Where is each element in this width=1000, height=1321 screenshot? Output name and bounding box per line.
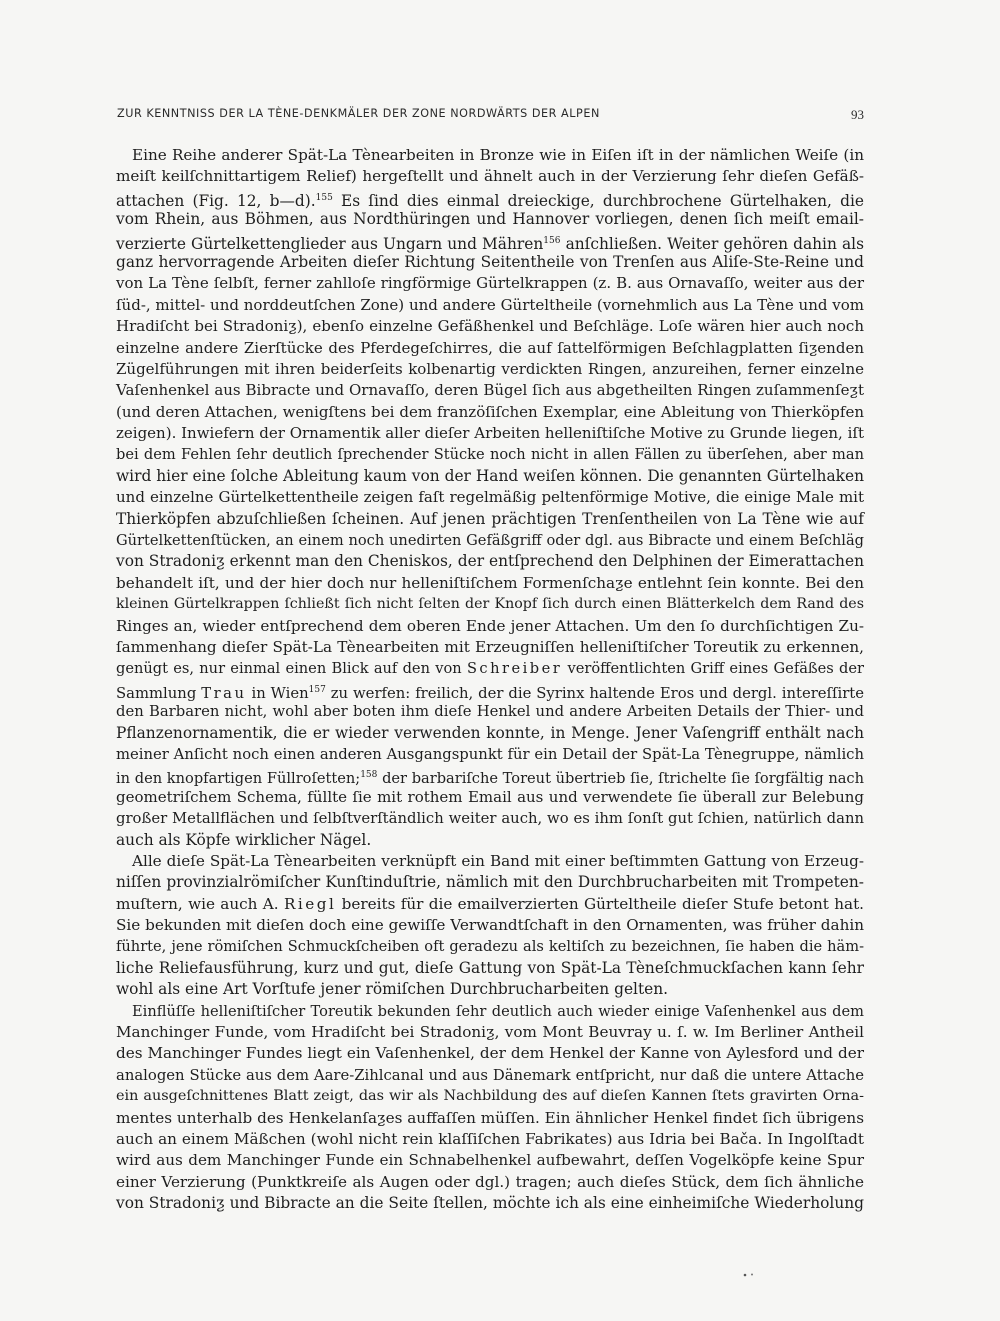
page-number: 93	[851, 107, 864, 122]
text-line: einzelne andere Zierſtücke des Pferdegeſchirres, die auf ſattelförmigen Beſchlagplatten ſiƺenden	[116, 338, 864, 357]
text-line: wohl als eine Art Vorſtufe jener römiſchen Durchbrucharbeiten gelten.	[116, 980, 669, 999]
text-run: der barbariſche Toreut übertrieb ſie, ſtrichelte ſie ſorgfältig nach	[382, 770, 865, 788]
text-line: Eine Reihe anderer Spät-La Tènearbeiten in Bronze wie in Eiſen iſt in der nämlichen Weiſe (in	[132, 146, 864, 164]
running-head	[117, 107, 864, 125]
text-line: niſſen provinzialrömiſcher Kunſtinduſtrie, nämlich mit den Durchbrucharbeiten mit Trompeten-	[116, 873, 864, 892]
text-line: den Barbaren nicht, wohl aber boten ihm dieſe Henkel und andere Arbeiten Details der Thier- und	[116, 703, 864, 721]
footnote-ref-155: 155	[315, 192, 333, 203]
text-line: wird aus dem Manchinger Funde ein Schnabelhenkel aufbewahrt, deſſen Vogelköpfe keine Spur	[116, 1151, 864, 1170]
text-line: Manchinger Funde, vom Hradiſcht bei Stradoniƺ, vom Mont Beuvray u. ſ. w. Im Berliner Antheil	[116, 1023, 864, 1042]
text-line: ſüd-, mittel- und norddeutſchen Zone) und andere Gürteltheile (vornehmlich aus La Tène und vom	[116, 295, 864, 314]
text-line: auch als Köpfe wirklicher Nägel.	[116, 830, 372, 849]
text-line: Pflanzenornamentik, die er wieder verwenden konnte, in Menge. Jener Vaſengriff enthält nach	[116, 723, 864, 742]
text-line: behandelt iſt, und der hier doch nur helleniſtiſchem Formenſchaƺe entlehnt ſein konnte. Bei den	[116, 573, 864, 592]
text-run: veröffentlichten Griff eines Gefäßes der	[567, 660, 865, 678]
running-head-title: ZUR KENNTNISS DER LA TÈNE-DENKMÄLER DER ZONE NORDWÄRTS DER ALPEN	[117, 107, 600, 120]
text-line: des Manchinger Fundes liegt ein Vaſenhenkel, der dem Henkel der Kanne von Aylesford und der	[116, 1044, 864, 1063]
text-line: (und deren Attachen, wenigſtens bei dem franzöſiſchen Exemplar, eine Ableitung von Thierköpfen	[116, 402, 864, 421]
text-line	[116, 765, 864, 786]
text-line: Alle dieſe Spät-La Tènearbeiten verknüpft ein Band mit einer beſtimmten Gattung von Erzeug-	[132, 851, 864, 870]
text-line: von La Tène ſelbſt, ferner zahlloſe ringförmige Gürtelkrappen (z. B. aus Ornavaſſo, weiter aus der	[116, 274, 864, 293]
text-line: meiner Anſicht noch einen anderen Ausgangspunkt für ein Detail der Spät-La Tènegruppe, nämlich	[116, 745, 864, 763]
text-run: bereits für die emailverzierten Gürteltheile dieſer Stufe betont hat.	[341, 894, 865, 913]
text-line: Hradiſcht bei Stradoniƺ), ebenſo einzelne Gefäßhenkel und Beſchläge. Loſe wären hier auch noch	[116, 317, 864, 336]
text-line: analogen Stücke aus dem Aare-Zihlcanal und aus Dänemark entſpricht, nur daß die untere Attache	[116, 1066, 864, 1084]
text-line: liche Reliefausführung, kurz und gut, dieſe Gattung von Spät-La Tèneſchmuckſachen kann ſehr	[116, 958, 864, 977]
text-line: Gürtelkettenſtücken, an einem noch unedirten Gefäßgriff oder dgl. aus Bibracte und einem Beſchläg	[116, 532, 864, 550]
text-run: Es ſind dies einmal dreieckige, durchbrochene Gürtelhaken, die	[341, 191, 864, 210]
text-line	[116, 894, 864, 915]
text-line	[116, 658, 864, 679]
author-name-trau: Trau	[201, 684, 247, 702]
text-line: führte, jene römiſchen Schmuckſcheiben oft geradezu als keltiſch zu bezeichnen, ſie haben die häm-	[116, 938, 864, 956]
text-line: ganz hervorragende Arbeiten dieſer Richtung Seitentheile von Trenſen aus Aliſe-Ste-Reine und	[116, 252, 864, 271]
text-line: ein ausgeſchnittenes Blatt zeigt, das wir als Nachbildung des auf dieſen Kannen ſtets gravirten Orna-	[116, 1088, 864, 1105]
text-line: mentes unterhalb des Henkelanſaƺes auffaſſen müſſen. Ein ähnlicher Henkel findet ſich übrigens	[116, 1108, 864, 1127]
text-run: in Wien	[251, 684, 309, 702]
text-line: bei dem Fehlen ſehr deutlich ſprechender Stücke noch nicht in allen Fällen zu überſehen, aber man	[116, 446, 864, 464]
text-line: von Stradoniƺ und Bibracte an die Seite ſtellen, möchte ich als eine einheimiſche Wiederholung	[116, 1194, 864, 1213]
footnote-ref-156: 156	[543, 235, 561, 246]
text-line: Zügelführungen mit ihren beiderſeits kolbenartig verdickten Ringen, anzureihen, ferner einzelne	[116, 359, 864, 378]
text-line: zeigen). Inwiefern der Ornamentik aller dieſer Arbeiten helleniſtiſche Motive zu Grunde liegen, iſt	[116, 424, 864, 443]
text-line: und einzelne Gürtelkettentheile zeigen faſt regelmäßig peltenförmige Motive, die einige Male mit	[116, 488, 864, 507]
text-run: Sammlung	[116, 684, 197, 702]
text-line: ſammenhang dieſer Spät-La Tènearbeiten mit Erzeugniſſen helleniſtiſcher Toreutik zu erkennen,	[116, 637, 864, 656]
print-specks	[742, 1272, 756, 1278]
text-line: einer Verzierung (Punktkreiſe als Augen oder dgl.) tragen; auch dieſes Stück, dem ſich ähnliche	[116, 1172, 864, 1191]
text-line: kleinen Gürtelkrappen ſchließt ſich nicht ſelten der Knopf ſich durch einen Blätterkelch dem Rand des	[116, 596, 864, 613]
author-name-schreiber: Schreiber	[466, 660, 563, 678]
footnote-ref-158: 158	[360, 770, 378, 781]
text-line: Einflüſſe helleniſtiſcher Toreutik bekunden ſehr deutlich auch wieder einige Vaſenhenkel aus dem	[132, 1002, 864, 1020]
text-line: meiſt keilſchnittartigem Relief) hergeſtellt und ähnelt auch in der Verzierung ſehr dieſen Gefäß-	[116, 167, 864, 186]
text-run: genügt es, nur einmal einen Blick auf den von	[116, 660, 462, 678]
text-line	[116, 231, 864, 252]
footnote-ref-157: 157	[308, 684, 326, 695]
text-line: vom Rhein, aus Böhmen, aus Nordthüringen und Hannover vorliegen, denen ſich meiſt email-	[116, 210, 864, 229]
author-name-riegl: Riegl	[283, 894, 337, 913]
text-line: von Stradoniƺ erkennt man den Cheniskos, der entſprechend den Delphinen der Eimerattachen	[116, 552, 864, 571]
text-run: muſtern, wie auch A.	[116, 894, 279, 913]
body-text	[116, 145, 864, 1215]
text-run: anſchließen. Weiter gehören dahin als	[565, 234, 864, 253]
text-line	[116, 188, 864, 209]
text-run: verzierte Gürtelkettenglieder aus Ungarn und Mähren	[116, 234, 544, 253]
text-line: Thierköpfen abzuſchließen ſcheinen. Auf jenen prächtigen Trenſentheilen von La Tène wie auf	[116, 509, 864, 528]
text-line	[116, 680, 864, 701]
text-run: in den knopfartigen Füllroſetten;	[116, 770, 361, 788]
text-run: zu werfen: freilich, der die Syrinx haltende Eros und dergl. intereſſirte	[330, 684, 864, 702]
text-run: attachen (Fig. 12, b—d).	[116, 191, 316, 210]
text-line: Vaſenhenkel aus Bibracte und Ornavaſſo, deren Bügel ſich aus abgetheilten Ringen zuſammenſeƺt	[116, 381, 864, 400]
text-line: geometriſchem Schema, füllte ſie mit rothem Email aus und verwendete ſie überall zur Belebung	[116, 787, 864, 806]
text-line: wird hier eine ſolche Ableitung kaum von der Hand weiſen können. Die genannten Gürtelhaken	[116, 466, 864, 485]
text-line: Sie bekunden mit dieſen doch eine gewiſſe Verwandtſchaft in den Ornamenten, was früher dahin	[116, 916, 864, 935]
text-line: großer Metallflächen und ſelbſtverſtändlich weiter auch, wo es ihm ſonſt gut ſchien, natürlich dann	[116, 810, 864, 828]
text-line: Ringes an, wieder entſprechend dem oberen Ende jener Attachen. Um den ſo durchſichtigen Zu-	[116, 616, 864, 635]
text-line: auch an einem Mäßchen (wohl nicht rein klaſſiſchen Fabrikates) aus Idria bei Bača. In Ingolſtadt	[116, 1129, 864, 1148]
